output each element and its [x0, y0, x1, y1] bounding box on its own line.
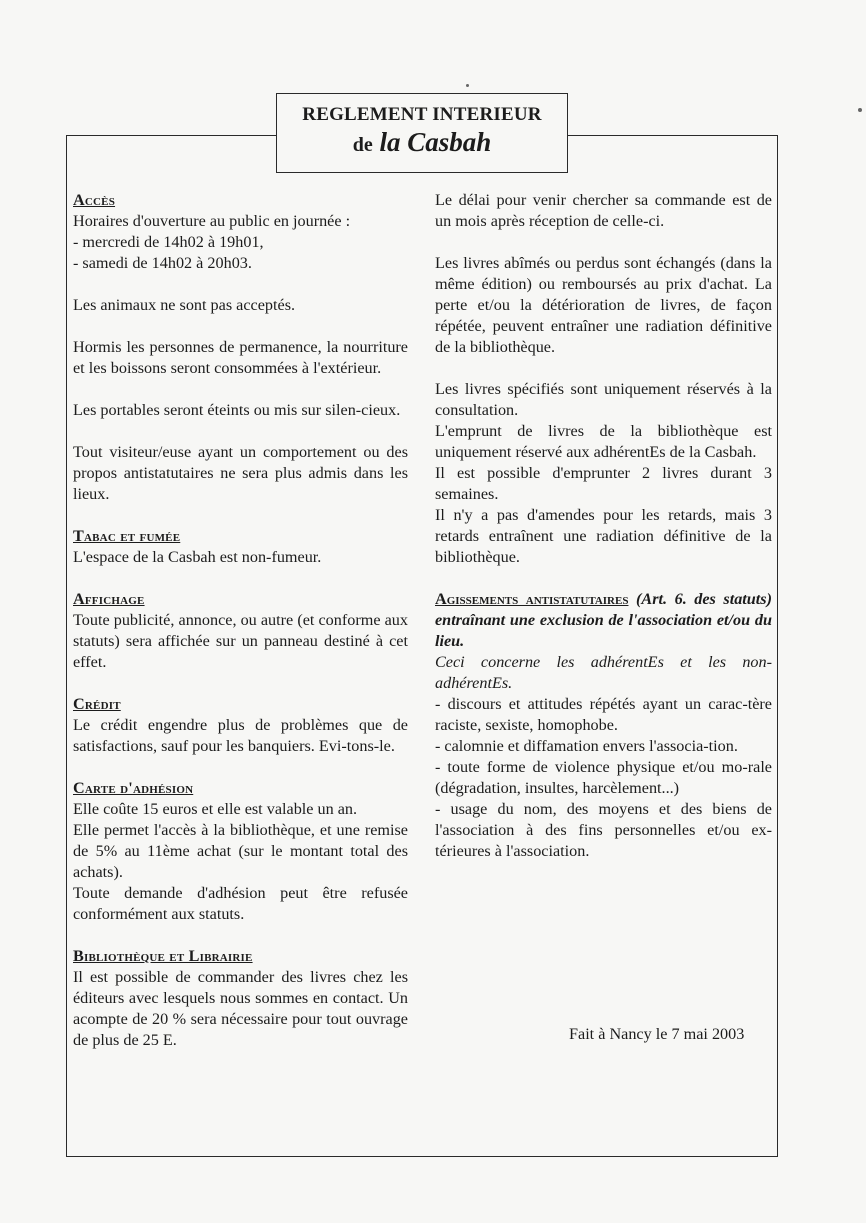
agis-scope: Ceci concerne les adhérentEs et les non-adhérentEs.: [435, 653, 772, 692]
page-title: REGLEMENT INTERIEUR: [302, 104, 542, 125]
agis-item: - toute forme de violence physique et/ou mo-rale (dégradation, insultes, harcèlement...): [435, 758, 772, 797]
rule-biblio: Il est possible de commander des livres chez les éditeurs avec lesquels nous sommes en contact. Un acompte de 20 % sera nécessaire pour tout ouvrage de plus de 25 E.: [73, 968, 408, 1049]
rule-affichage: Toute publicité, annonce, ou autre (et conforme aux statuts) sera affichée sur un panneau destiné à cet effet.: [73, 611, 408, 671]
left-column: [73, 190, 408, 1072]
rule-phones: Les portables seront éteints ou mis sur silen-cieux.: [73, 401, 401, 419]
subtitle-de: de: [352, 134, 373, 156]
rule-visitors: Tout visiteur/euse ayant un comportement ou des propos antistatutaires ne sera plus admis dans les lieux.: [73, 443, 408, 503]
heading-acces: Accès: [73, 191, 116, 209]
paper-speck: [858, 108, 862, 112]
rule-delay: Le délai pour venir chercher sa commande est de un mois après réception de celle-ci.: [435, 191, 772, 230]
rule-borrow-count: Il est possible d'emprunter 2 livres durant 3 semaines.: [435, 464, 772, 503]
rule-credit: Le crédit engendre plus de problèmes que de satisfactions, sauf pour les banquiers. Evi-tons-le.: [73, 716, 408, 755]
rule-food: Hormis les personnes de permanence, la nourriture et les boissons seront consommées à l'extérieur.: [73, 338, 408, 377]
carte-refusal: Toute demande d'adhésion peut être refusée conformément aux statuts.: [73, 884, 408, 923]
heading-agissements: Agissements antistatutaires: [435, 590, 629, 608]
carte-price: Elle coûte 15 euros et elle est valable un an.: [73, 800, 358, 818]
right-column: [435, 190, 772, 862]
heading-carte: Carte d'adhésion: [73, 779, 194, 797]
hours-wednesday: - mercredi de 14h02 à 19h01,: [73, 233, 264, 251]
page-subtitle: [277, 126, 567, 161]
hours-intro: Horaires d'ouverture au public en journée :: [73, 212, 351, 230]
agis-item: - discours et attitudes répétés ayant un carac-tère raciste, sexiste, homophobe.: [435, 695, 772, 734]
rule-late: Il n'y a pas d'amendes pour les retards, mais 3 retards entraînent une radiation définitive de la bibliothèque.: [435, 506, 772, 566]
heading-biblio: Bibliothèque et Librairie: [73, 947, 253, 965]
rule-animals: Les animaux ne sont pas acceptés.: [73, 296, 296, 314]
heading-credit: Crédit: [73, 695, 121, 713]
title-box: [276, 93, 568, 173]
rule-borrow: L'emprunt de livres de la bibliothèque est uniquement réservé aux adhérentEs de la Casbah.: [435, 422, 772, 461]
rule-tabac: L'espace de la Casbah est non-fumeur.: [73, 548, 322, 566]
rule-consultation: Les livres spécifiés sont uniquement réservés à la consultation.: [435, 380, 772, 419]
agis-article: (Art. 6. des statuts) entraînant une exclusion de l'association et/ou du lieu.: [435, 590, 772, 650]
agis-intro: [435, 589, 772, 652]
hours-saturday: - samedi de 14h02 à 20h03.: [73, 254, 252, 272]
signature: Fait à Nancy le 7 mai 2003: [569, 1025, 745, 1043]
heading-affichage: Affichage: [73, 590, 145, 608]
heading-tabac: Tabac et fumée: [73, 527, 181, 545]
carte-benefits: Elle permet l'accès à la bibliothèque, et une remise de 5% au 11ème achat (sur le montant total des achats).: [73, 821, 408, 881]
opening-hours: [73, 211, 408, 274]
paper-speck: [466, 84, 469, 87]
agis-item: - usage du nom, des moyens et des biens de l'association à des fins personnelles et/ou ex-térieures à l'association.: [435, 800, 772, 860]
rule-damaged: Les livres abîmés ou perdus sont échangés (dans la même édition) ou remboursés au prix d'achat. La perte et/ou la détérioration de livres, de façon répétée, peuvent entraîner une radiation définitive de la bibliothèque.: [435, 254, 772, 356]
agis-item: - calomnie et diffamation envers l'associa-tion.: [435, 737, 738, 755]
subtitle-name: la Casbah: [379, 127, 492, 157]
